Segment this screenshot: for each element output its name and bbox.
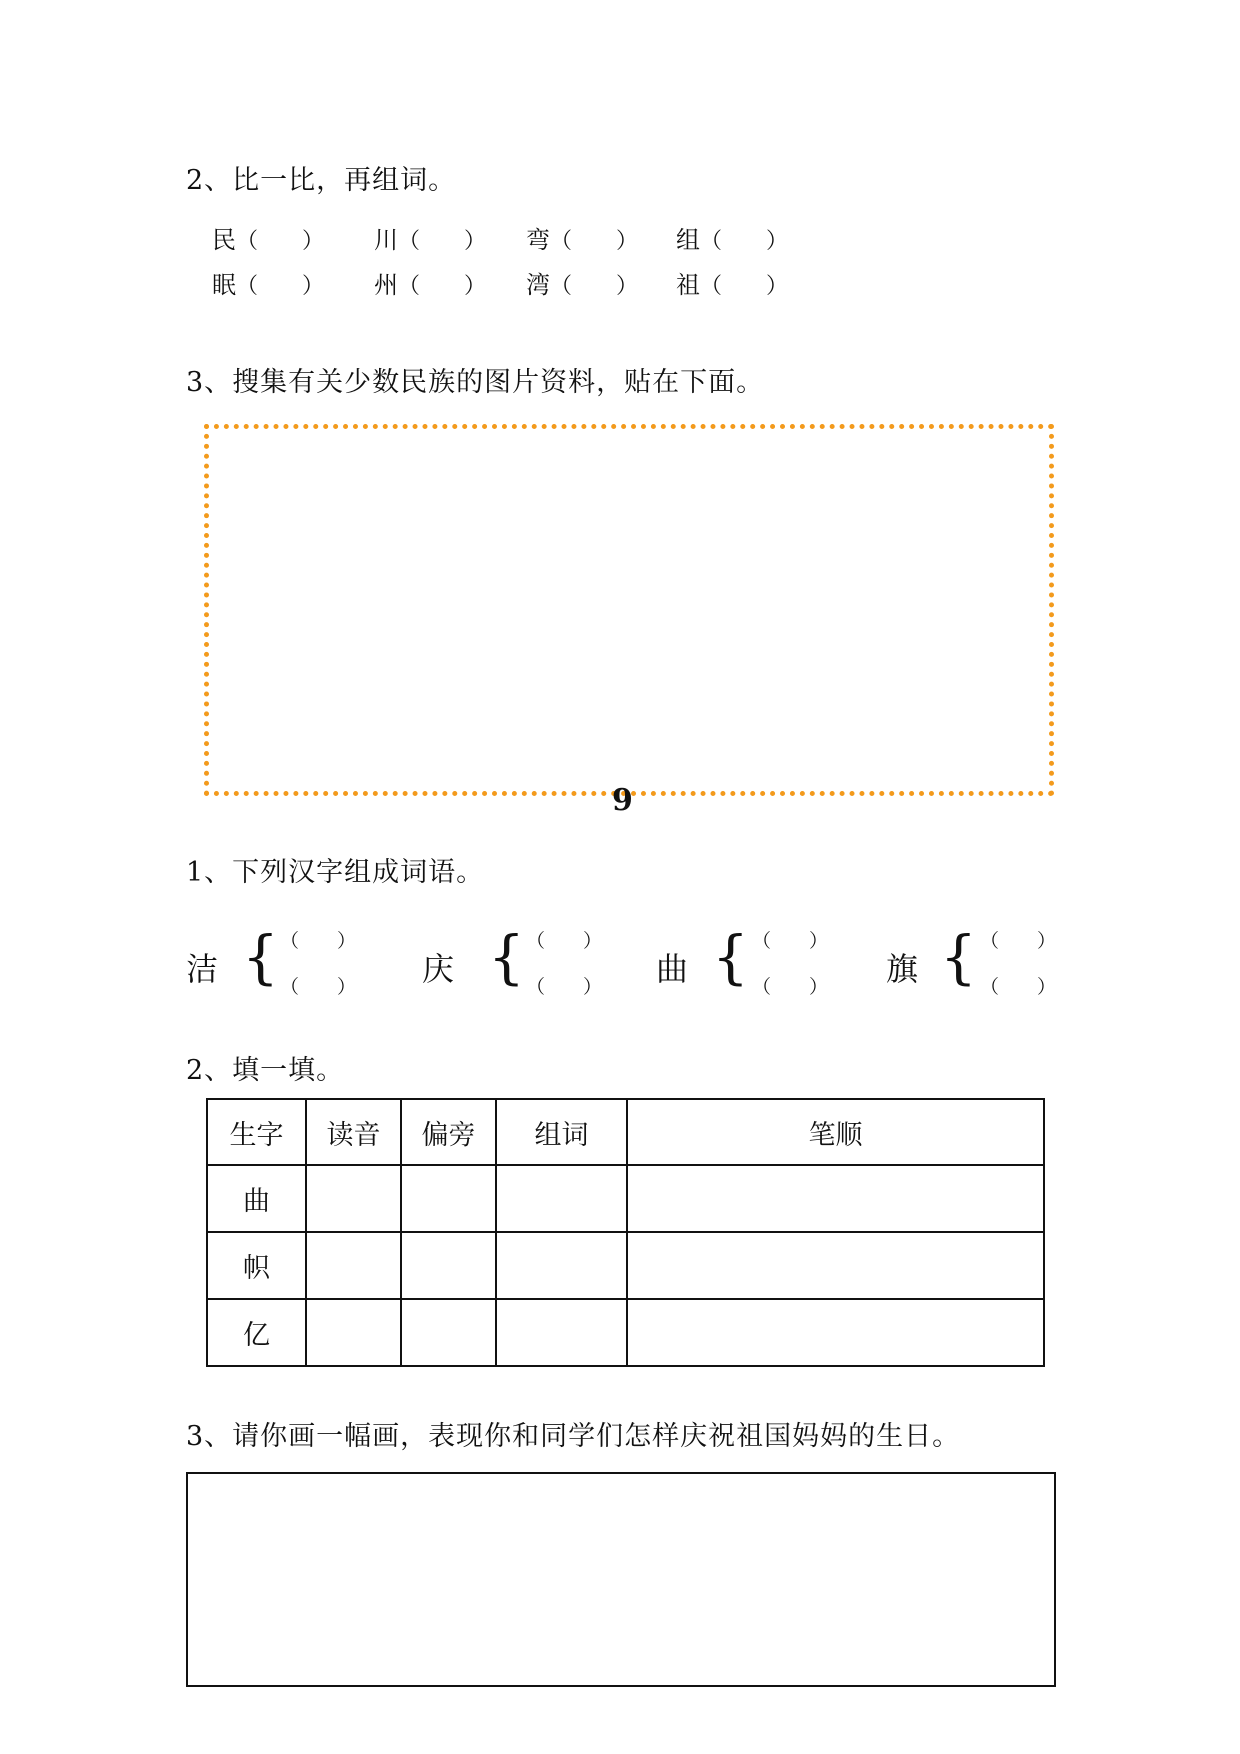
answer-cell[interactable] bbox=[627, 1165, 1044, 1232]
header-cell: 笔顺 bbox=[627, 1099, 1044, 1165]
pair-item bbox=[374, 220, 486, 255]
answer-blank[interactable]: （ ） bbox=[980, 930, 1057, 952]
group-char: 旗 bbox=[886, 950, 919, 988]
answer-blank[interactable]: （ ） bbox=[280, 930, 357, 952]
page-number: 9 bbox=[612, 783, 633, 818]
brace-icon: { bbox=[940, 923, 977, 991]
pair-item bbox=[374, 265, 486, 300]
pair-char: 湾 bbox=[526, 271, 550, 299]
pair-item bbox=[212, 265, 324, 300]
pair-char: 州 bbox=[374, 271, 398, 299]
pair-char: 民 bbox=[212, 226, 236, 254]
group-char: 洁 bbox=[186, 950, 219, 988]
header-cell: 偏旁 bbox=[401, 1099, 496, 1165]
pair-char: 组 bbox=[676, 226, 700, 254]
row-char-cell: 曲 bbox=[207, 1165, 306, 1232]
answer-cell[interactable] bbox=[306, 1165, 401, 1232]
pair-char: 弯 bbox=[526, 226, 550, 254]
header-cell: 生字 bbox=[207, 1099, 306, 1165]
answer-cell[interactable] bbox=[496, 1165, 627, 1232]
table-row bbox=[207, 1165, 1044, 1232]
pair-item bbox=[526, 265, 638, 300]
answer-cell[interactable] bbox=[306, 1232, 401, 1299]
character-table bbox=[206, 1098, 1045, 1367]
answer-cell[interactable] bbox=[627, 1299, 1044, 1366]
header-cell: 读音 bbox=[306, 1099, 401, 1165]
picture-paste-area[interactable] bbox=[204, 424, 1054, 796]
brace-icon: { bbox=[712, 923, 749, 991]
answer-cell[interactable] bbox=[401, 1165, 496, 1232]
drawing-area[interactable] bbox=[186, 1472, 1056, 1687]
pair-item bbox=[212, 220, 324, 255]
answer-blank[interactable]: （ ） bbox=[398, 274, 487, 299]
answer-cell[interactable] bbox=[306, 1299, 401, 1366]
brace-icon: { bbox=[488, 923, 525, 991]
answer-cell[interactable] bbox=[496, 1299, 627, 1366]
pair-item bbox=[676, 220, 788, 255]
answer-blank[interactable]: （ ） bbox=[280, 976, 357, 998]
answer-blank[interactable]: （ ） bbox=[550, 229, 639, 254]
pair-char: 川 bbox=[374, 226, 398, 254]
answer-blank[interactable]: （ ） bbox=[752, 930, 829, 952]
row-char-cell: 帜 bbox=[207, 1232, 306, 1299]
answer-blank[interactable]: （ ） bbox=[752, 976, 829, 998]
question-2-fill-in: 2、填一填。 bbox=[186, 1055, 345, 1086]
answer-blank[interactable]: （ ） bbox=[700, 274, 789, 299]
table-row bbox=[207, 1232, 1044, 1299]
answer-cell[interactable] bbox=[401, 1232, 496, 1299]
group-char: 曲 bbox=[656, 950, 689, 988]
answer-blank[interactable]: （ ） bbox=[236, 274, 325, 299]
question-1-form-words: 1、下列汉字组成词语。 bbox=[186, 857, 485, 888]
answer-cell[interactable] bbox=[627, 1232, 1044, 1299]
pair-char: 祖 bbox=[676, 271, 700, 299]
answer-blank[interactable]: （ ） bbox=[236, 229, 325, 254]
answer-blank[interactable]: （ ） bbox=[980, 976, 1057, 998]
question-3-draw-picture: 3、请你画一幅画，表现你和同学们怎样庆祝祖国妈妈的生日。 bbox=[186, 1421, 961, 1452]
question-3-collect-pictures: 3、搜集有关少数民族的图片资料，贴在下面。 bbox=[186, 367, 765, 398]
pair-item bbox=[526, 220, 638, 255]
pair-char: 眠 bbox=[212, 271, 236, 299]
row-char-cell: 亿 bbox=[207, 1299, 306, 1366]
question-2-compare: 2、比一比，再组词。 bbox=[186, 165, 457, 196]
group-char: 庆 bbox=[422, 950, 455, 988]
answer-blank[interactable]: （ ） bbox=[526, 930, 603, 952]
pair-item bbox=[676, 265, 788, 300]
header-cell: 组词 bbox=[496, 1099, 627, 1165]
answer-blank[interactable]: （ ） bbox=[700, 229, 789, 254]
answer-blank[interactable]: （ ） bbox=[526, 976, 603, 998]
answer-blank[interactable]: （ ） bbox=[550, 274, 639, 299]
answer-blank[interactable]: （ ） bbox=[398, 229, 487, 254]
answer-cell[interactable] bbox=[496, 1232, 627, 1299]
table-header-row bbox=[207, 1099, 1044, 1165]
table-row bbox=[207, 1299, 1044, 1366]
brace-icon: { bbox=[242, 923, 279, 991]
answer-cell[interactable] bbox=[401, 1299, 496, 1366]
